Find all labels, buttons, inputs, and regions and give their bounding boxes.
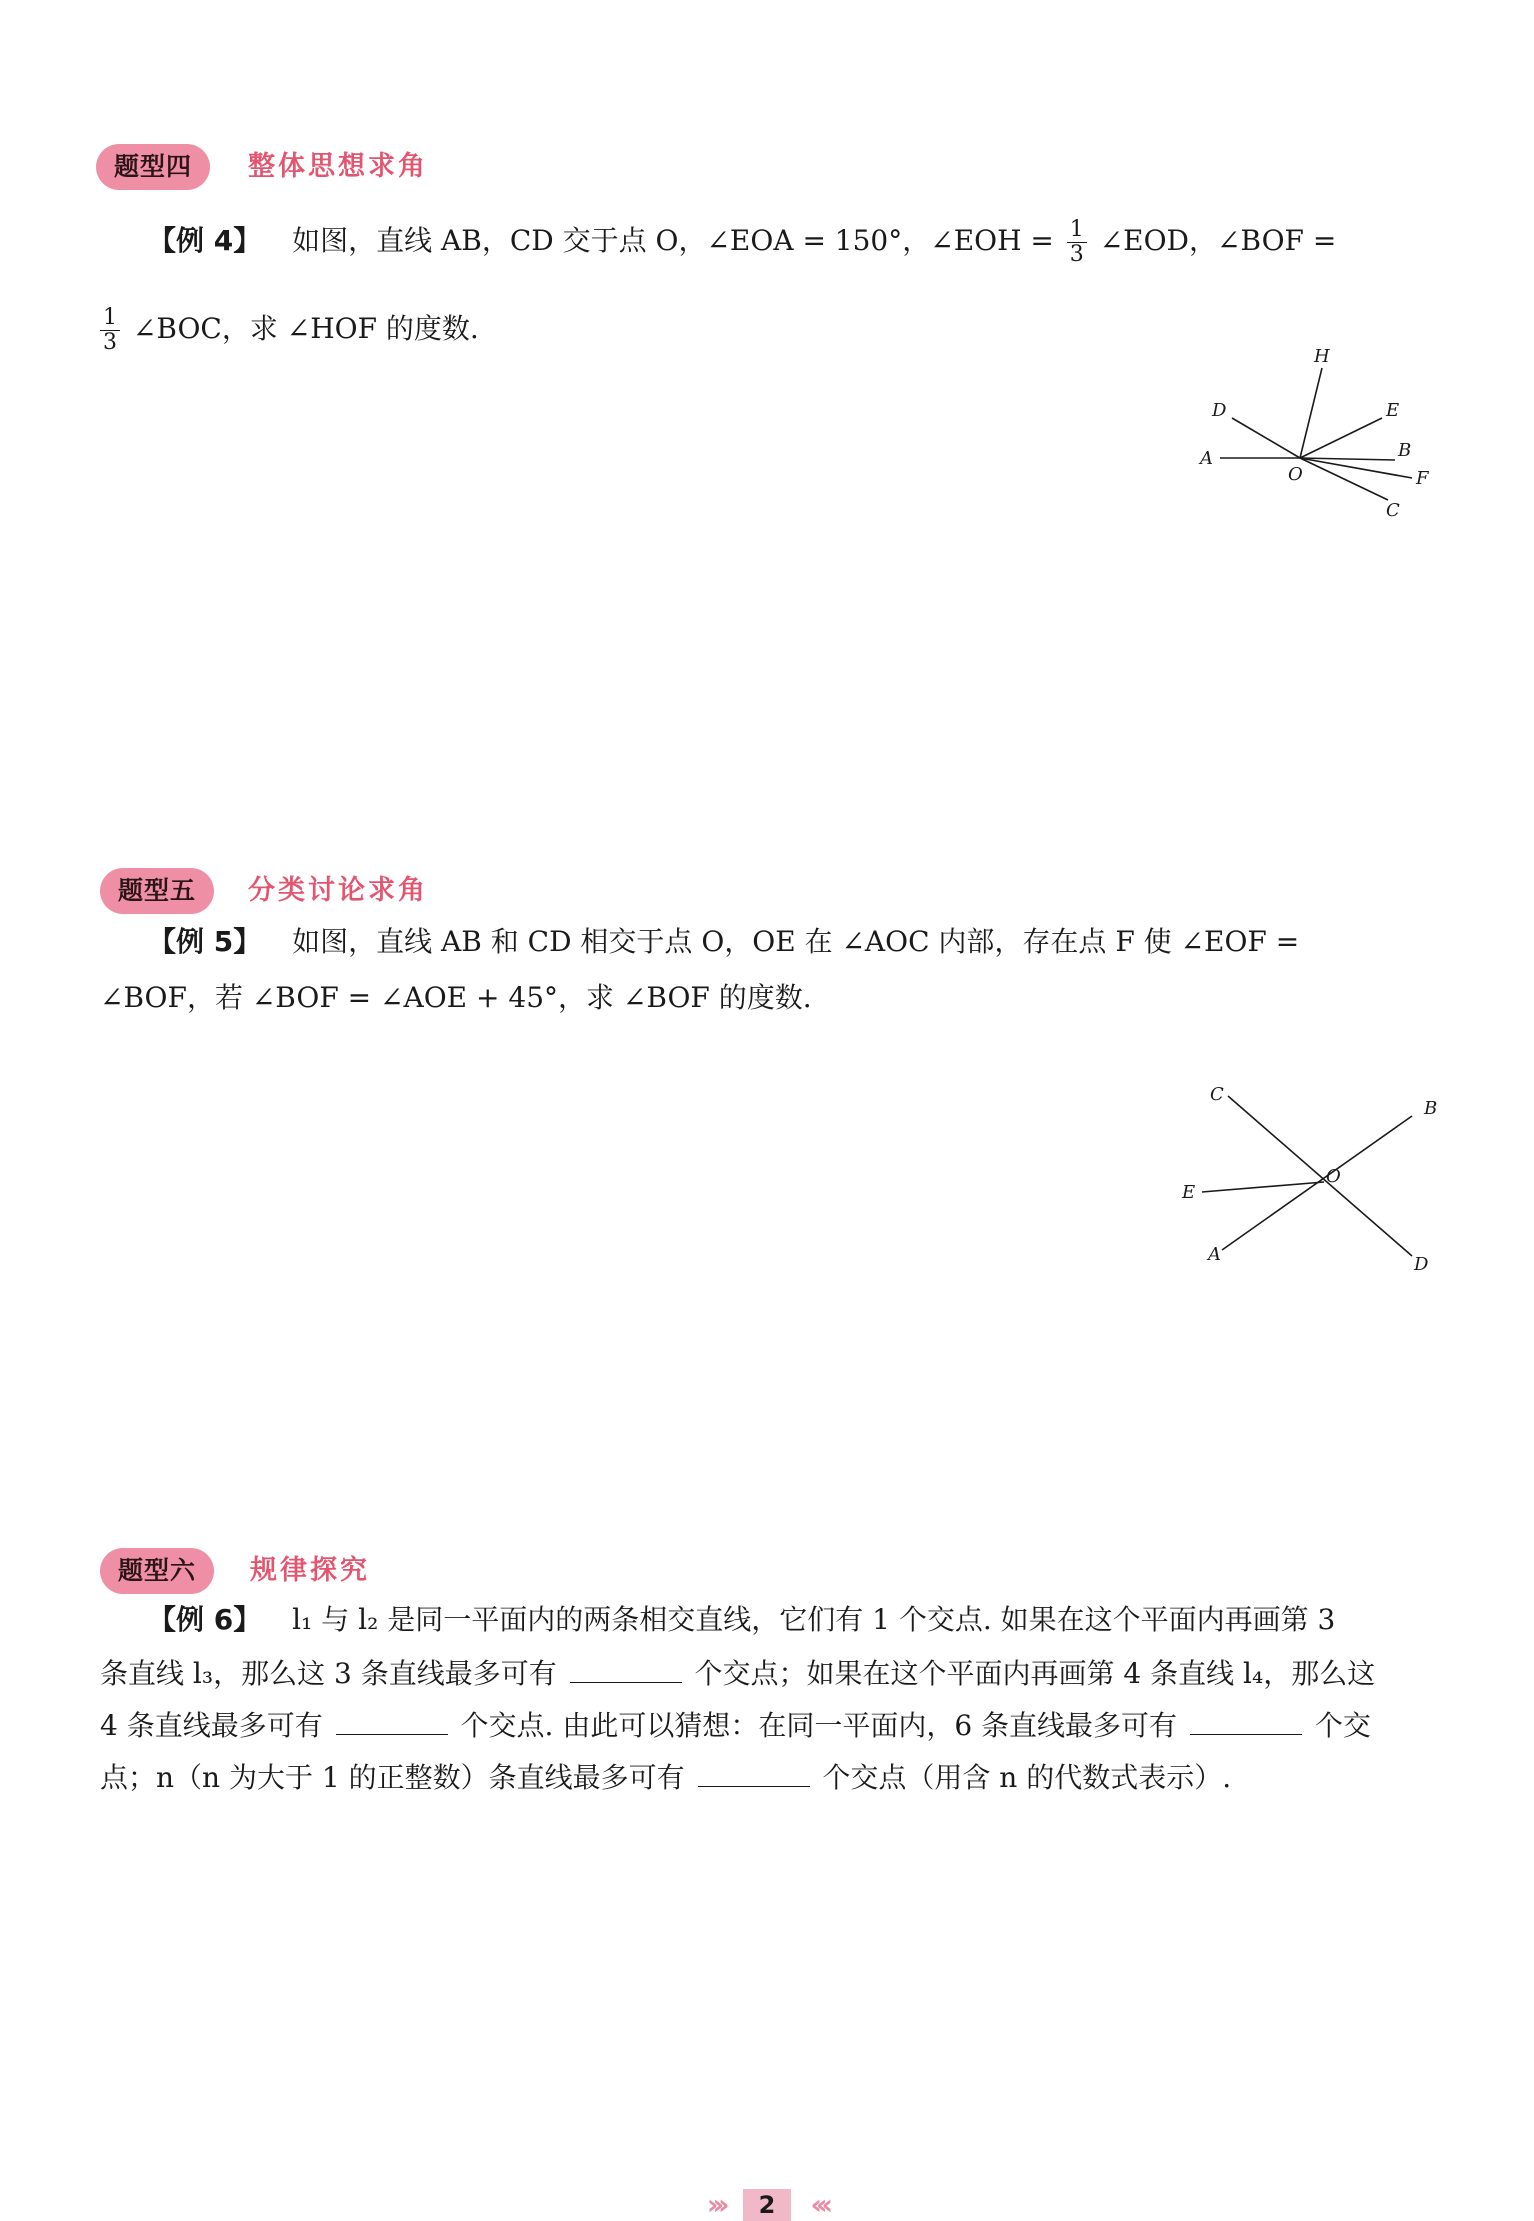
- example-6-text-d: 4 条直线最多可有: [100, 1709, 323, 1742]
- example-6-line-2: [100, 1654, 1375, 1694]
- example-6-text-h: 个交点（用含 n 的代数式表示）.: [822, 1761, 1232, 1794]
- example-6-text-b: 条直线 l₃，那么这 3 条直线最多可有: [100, 1657, 557, 1690]
- fraction-numerator: 1: [1067, 218, 1087, 243]
- answer-blank-2[interactable]: [336, 1706, 448, 1735]
- fraction-denominator: 3: [103, 330, 117, 355]
- section-title-5: 分类讨论求角: [248, 875, 428, 906]
- example-6-line-1: [148, 1600, 1335, 1640]
- label-E: E: [1386, 400, 1400, 421]
- fraction-one-third-a: [1067, 218, 1087, 267]
- label-O: O: [1326, 1166, 1341, 1187]
- example-6-text-f: 个交: [1314, 1709, 1371, 1742]
- figure-example-4: [1190, 340, 1470, 530]
- label-B: B: [1398, 440, 1412, 461]
- section-title-6: 规律探究: [250, 1555, 370, 1586]
- example-5-label: 【例 5】: [148, 925, 262, 958]
- ray-OE: [1300, 418, 1382, 458]
- label-H: H: [1314, 346, 1330, 367]
- example-5-text-b: ∠BOF，若 ∠BOF = ∠AOE + 45°，求 ∠BOF 的度数.: [100, 981, 812, 1014]
- example-4-line-1: [148, 218, 1336, 267]
- example-4-text-c: ∠BOC，求 ∠HOF 的度数.: [132, 312, 479, 345]
- example-4-line-2: [100, 306, 479, 355]
- label-A: A: [1200, 448, 1213, 469]
- example-4-label: 【例 4】: [148, 224, 262, 257]
- label-O: O: [1288, 464, 1303, 485]
- ray-OC: [1300, 458, 1388, 500]
- label-C: C: [1210, 1084, 1224, 1105]
- fraction-numerator: 1: [100, 306, 120, 331]
- section-badge-6: 题型六: [100, 1548, 214, 1594]
- line-CD: [1228, 1096, 1412, 1256]
- label-D: D: [1212, 400, 1227, 421]
- double-chevron-left-icon: ‹‹‹: [810, 2188, 828, 2221]
- example-5-text-a: 如图，直线 AB 和 CD 相交于点 O，OE 在 ∠AOC 内部，存在点 F 使 ∠EOF =: [292, 925, 1300, 958]
- label-A: A: [1208, 1244, 1221, 1265]
- figure-example-5: [1180, 1080, 1460, 1280]
- example-5-line-1: [148, 922, 1299, 962]
- answer-blank-4[interactable]: [698, 1758, 810, 1787]
- ray-OB: [1300, 458, 1395, 460]
- label-B: B: [1424, 1098, 1438, 1119]
- double-chevron-right-icon: ›››: [706, 2188, 724, 2221]
- label-C: C: [1386, 500, 1400, 521]
- answer-blank-3[interactable]: [1190, 1706, 1302, 1735]
- label-F: F: [1416, 468, 1429, 489]
- example-5-line-2: [100, 978, 812, 1018]
- example-4-text-a: 如图，直线 AB，CD 交于点 O，∠EOA = 150°，∠EOH =: [292, 224, 1054, 257]
- section-badge-5: 题型五: [100, 868, 214, 914]
- label-E: E: [1182, 1182, 1196, 1203]
- example-6-line-4: [100, 1758, 1231, 1798]
- example-6-text-g: 点；n（n 为大于 1 的正整数）条直线最多可有: [100, 1761, 685, 1794]
- page-footer: [0, 2188, 1534, 2221]
- ray-OH: [1300, 368, 1322, 458]
- label-D: D: [1414, 1254, 1429, 1275]
- example-6-text-e: 个交点. 由此可以猜想：在同一平面内，6 条直线最多可有: [460, 1709, 1178, 1742]
- section-title-4: 整体思想求角: [248, 151, 428, 182]
- ray-OD: [1232, 418, 1300, 458]
- fraction-one-third-b: [100, 306, 120, 355]
- fraction-denominator: 3: [1069, 242, 1084, 267]
- answer-blank-1[interactable]: [570, 1654, 682, 1683]
- example-6-text-c: 个交点；如果在这个平面内再画第 4 条直线 l₄，那么这: [694, 1657, 1376, 1690]
- example-6-line-3: [100, 1706, 1371, 1746]
- example-4-text-b: ∠EOD，∠BOF =: [1099, 224, 1337, 257]
- ray-OF: [1300, 458, 1412, 478]
- page-number: 2: [743, 2189, 792, 2221]
- example-6-label: 【例 6】: [148, 1603, 262, 1636]
- section-badge-4: 题型四: [96, 144, 210, 190]
- example-6-text-a: l₁ 与 l₂ 是同一平面内的两条相交直线，它们有 1 个交点. 如果在这个平面内再画第 3: [292, 1603, 1336, 1636]
